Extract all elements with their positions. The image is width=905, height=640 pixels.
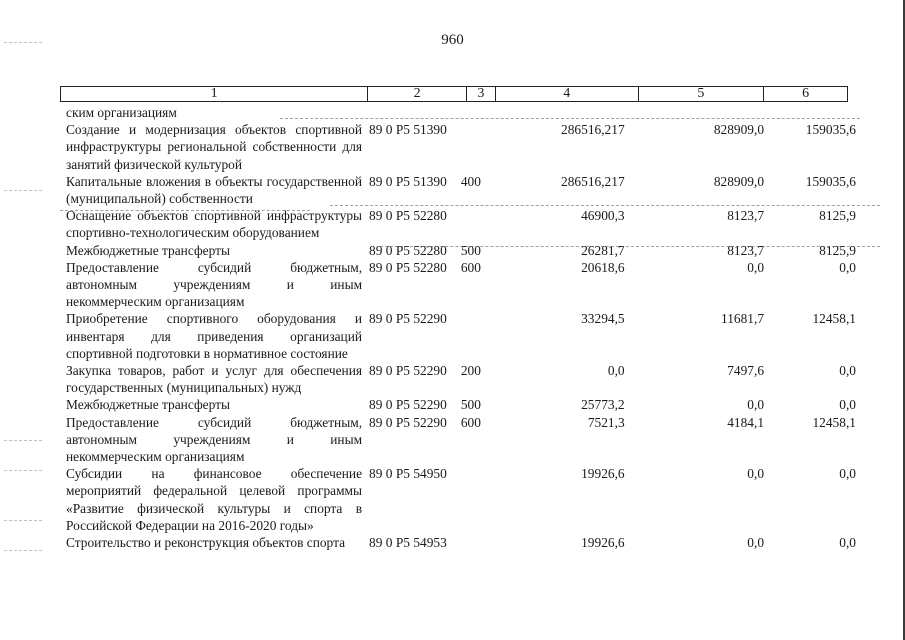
row-name: Оснащение объектов спортивной инфраструктуры спортивно-технологическим оборудованием — [66, 208, 363, 241]
row-value-5: 0,0 — [747, 466, 765, 482]
table-row — [66, 396, 856, 413]
table-row — [66, 242, 856, 259]
row-value-4: 25773,2 — [581, 397, 625, 413]
row-name: Межбюджетные трансферты — [66, 397, 230, 413]
row-value-4: 0,0 — [607, 363, 625, 379]
row-name: Предоставление субсидий бюджетным, автономным учреждениям и иным некоммерческим организациям — [66, 259, 363, 310]
row-value-4: 46900,3 — [581, 208, 625, 224]
row-name: Капитальные вложения в объекты государственной (муниципальной) собственности — [66, 173, 363, 207]
row-code: 89 0 P5 51390 — [369, 173, 447, 189]
row-value-6: 159035,6 — [805, 122, 856, 138]
row-type: 600 — [460, 259, 481, 275]
row-value-6: 12458,1 — [812, 311, 856, 327]
row-value-5: 8123,7 — [727, 208, 765, 224]
row-code: 89 0 P5 52280 — [369, 242, 447, 258]
row-value-5: 0,0 — [747, 535, 765, 551]
row-name: Приобретение спортивного оборудования и инвентаря для приведения организаций спортивной подготовки в нормативное состояние — [66, 311, 363, 361]
row-value-5: 828909,0 — [713, 173, 765, 189]
table-row — [66, 121, 856, 173]
row-type: 200 — [460, 363, 481, 379]
table-row — [66, 465, 856, 534]
table-header — [60, 86, 848, 102]
row-value-6: 0,0 — [839, 397, 856, 413]
row-code: 89 0 P5 54953 — [369, 535, 447, 551]
row-code: 89 0 P5 52280 — [369, 208, 447, 224]
row-value-5: 0,0 — [747, 397, 765, 413]
row-type: 500 — [460, 242, 481, 258]
row-value-5: 4184,1 — [727, 414, 765, 430]
margin-artifact — [4, 550, 42, 551]
row-value-4: 286516,217 — [561, 122, 625, 138]
row-value-6: 0,0 — [839, 259, 856, 275]
scan-artifact-line — [60, 210, 310, 211]
row-value-5: 8123,7 — [727, 242, 765, 258]
row-value-6: 0,0 — [839, 466, 856, 482]
row-value-5: 11681,7 — [721, 311, 765, 327]
header-col-2: 2 — [368, 87, 467, 101]
row-value-6: 0,0 — [839, 363, 856, 379]
margin-artifact — [4, 42, 42, 43]
row-value-6: 159035,6 — [805, 173, 856, 189]
row-code: 89 0 P5 52290 — [369, 363, 447, 379]
scan-artifact-line — [280, 118, 860, 119]
header-col-3: 3 — [467, 87, 496, 101]
row-code: 89 0 P5 52290 — [369, 397, 447, 413]
row-name: Субсидии на финансовое обеспечение мероприятий федеральной целевой программы «Развитие физической культуры и спорта в Российской Федерации на 2016-2020 годы» — [66, 466, 363, 533]
table-row — [66, 259, 856, 311]
header-col-4: 4 — [496, 87, 639, 101]
table-row — [66, 534, 856, 551]
row-name: Закупка товаров, работ и услуг для обеспечения государственных (муниципальных) нужд — [66, 363, 363, 396]
row-value-4: 19926,6 — [581, 466, 625, 482]
row-name: Предоставление субсидий бюджетным, автономным учреждениям и иным некоммерческим организациям — [66, 414, 363, 465]
margin-artifact — [4, 190, 42, 191]
row-type: 600 — [460, 414, 481, 430]
page-number: 960 — [441, 32, 464, 48]
row-value-4: 19926,6 — [581, 535, 625, 551]
row-type: 400 — [460, 173, 481, 189]
row-code: 89 0 P5 51390 — [369, 122, 447, 138]
margin-artifact — [4, 470, 42, 471]
table-row — [66, 414, 856, 466]
scan-artifact-line — [380, 246, 880, 247]
table-row — [66, 362, 856, 396]
row-value-4: 33294,5 — [581, 311, 625, 327]
row-name: Строительство и реконструкция объектов спорта — [66, 535, 346, 551]
row-code: 89 0 P5 52280 — [369, 259, 447, 275]
row-value-6: 12458,1 — [812, 414, 856, 430]
row-value-4: 286516,217 — [561, 173, 625, 189]
row-value-6: 8125,9 — [819, 208, 856, 224]
row-value-4: 7521,3 — [587, 414, 625, 430]
table-row — [66, 207, 856, 241]
row-name: Создание и модернизация объектов спортивной инфраструктуры региональной собственности для занятий физической культурой — [66, 122, 363, 172]
margin-artifact — [4, 440, 42, 441]
header-col-6: 6 — [802, 86, 810, 101]
row-value-5: 7497,6 — [727, 363, 765, 379]
row-value-5: 0,0 — [747, 259, 765, 275]
row-value-4: 20618,6 — [581, 259, 625, 275]
row-code: 89 0 P5 52290 — [369, 414, 447, 430]
table-row — [66, 310, 856, 362]
header-col-5: 5 — [639, 87, 765, 101]
row-name: ским организациям — [66, 105, 177, 120]
row-name: Межбюджетные трансферты — [66, 242, 230, 258]
row-type: 500 — [460, 397, 481, 413]
scan-artifact-line — [330, 205, 880, 206]
row-value-6: 8125,9 — [819, 242, 856, 258]
row-code: 89 0 P5 54950 — [369, 466, 447, 482]
row-value-4: 26281,7 — [581, 242, 625, 258]
row-code: 89 0 P5 52290 — [369, 311, 447, 327]
margin-artifact — [4, 520, 42, 521]
row-value-5: 828909,0 — [713, 122, 765, 138]
budget-table-body — [66, 104, 856, 551]
row-value-6: 0,0 — [839, 535, 856, 551]
table-row — [66, 173, 856, 207]
header-col-1: 1 — [61, 87, 368, 101]
